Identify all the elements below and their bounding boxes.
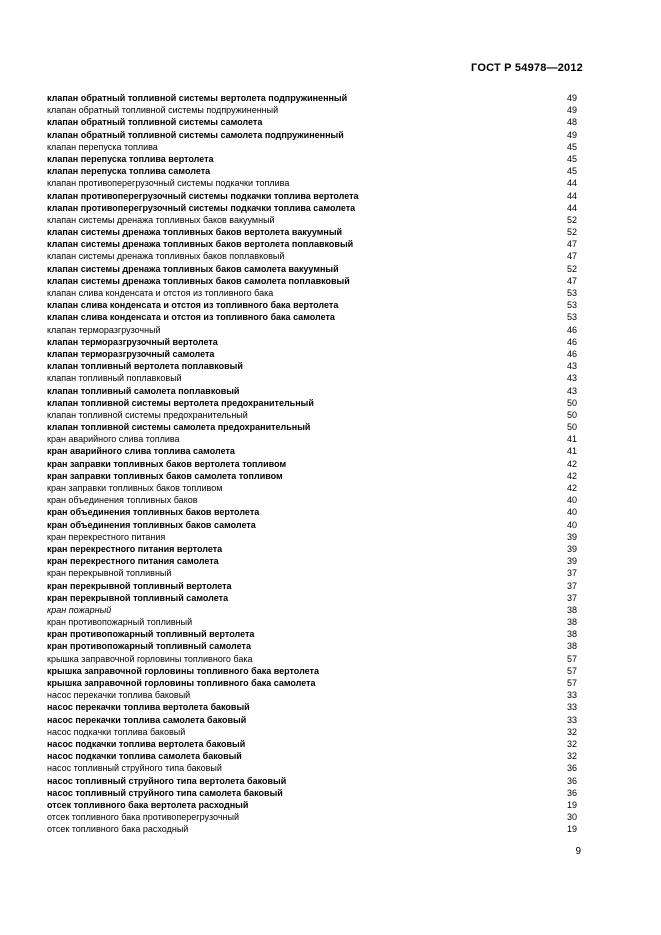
index-term: клапан терморазгрузочный самолета	[47, 348, 215, 359]
index-term: клапан перепуска топлива самолета	[47, 166, 211, 177]
index-term: клапан топливной системы вертолета предохранительный	[47, 397, 314, 408]
index-entry	[47, 567, 577, 579]
index-entry	[47, 445, 577, 457]
index-term: клапан терморазгрузочный вертолета	[47, 336, 218, 347]
index-term: насос подкачки топлива вертолета баковый	[47, 738, 246, 749]
index-term: отсек топливного бака расходный	[47, 824, 189, 835]
index-entry	[47, 701, 577, 713]
index-page-ref: 33	[566, 690, 577, 701]
index-term: кран аварийного слива топлива самолета	[47, 446, 235, 457]
index-entry	[47, 616, 577, 628]
index-term: клапан системы дренажа топливных баков самолета поплавковый	[47, 275, 350, 286]
index-page-ref: 38	[566, 641, 577, 652]
index-entry	[47, 104, 577, 116]
index-entry	[47, 214, 577, 226]
index-page-ref: 52	[566, 227, 577, 238]
index-term: кран объединения топливных баков самолета	[47, 519, 256, 530]
index-entry	[47, 604, 577, 616]
index-entry	[47, 653, 577, 665]
index-term: кран заправки топливных баков самолета топливом	[47, 470, 283, 481]
index-term: отсек топливного бака вертолета расходный	[47, 799, 249, 810]
index-term: клапан топливной системы самолета предохранительный	[47, 422, 311, 433]
index-term: кран перекрестного питания вертолета	[47, 543, 223, 554]
index-term: клапан системы дренажа топливных баков поплавковый	[47, 251, 285, 262]
index-term: клапан перепуска топлива вертолета	[47, 153, 214, 164]
index-page-ref: 46	[566, 348, 577, 359]
index-entry	[47, 190, 577, 202]
index-entry	[47, 397, 577, 409]
index-page-ref: 52	[566, 263, 577, 274]
index-term: клапан противоперегрузочный системы подкачки топлива	[47, 178, 290, 189]
index-page-ref: 42	[566, 458, 577, 469]
index-term: клапан противоперегрузочный системы подкачки топлива самолета	[47, 202, 356, 213]
index-term: клапан обратный топливной системы подпружиненный	[47, 105, 279, 116]
index-entry	[47, 177, 577, 189]
index-entry	[47, 799, 577, 811]
index-term: клапан системы дренажа топливных баков самолета вакуумный	[47, 263, 339, 274]
index-entry	[47, 628, 577, 640]
index-entry	[47, 762, 577, 774]
index-entry	[47, 287, 577, 299]
index-entry	[47, 750, 577, 762]
index-term: кран противопожарный топливный вертолета	[47, 629, 255, 640]
index-term: клапан топливной системы предохранительный	[47, 409, 248, 420]
index-entry	[47, 787, 577, 799]
index-entry	[47, 202, 577, 214]
index-term: насос подкачки топлива самолета баковый	[47, 751, 242, 762]
index-entry	[47, 116, 577, 128]
index-page-ref: 53	[566, 288, 577, 298]
index-entry	[47, 141, 577, 153]
index-page-ref: 40	[566, 507, 577, 518]
index-term: кран перекрывной топливный самолета	[47, 592, 229, 603]
index-page-ref: 33	[566, 714, 577, 725]
index-entry	[47, 129, 577, 141]
index-term: клапан слива конденсата и отстоя из топливного бака вертолета	[47, 300, 339, 311]
index-page-ref: 57	[566, 653, 577, 664]
index-page-ref: 47	[566, 251, 577, 262]
index-term: насос топливный струйного типа вертолета баковый	[47, 775, 287, 786]
index-page-ref: 38	[566, 604, 577, 615]
index-term: кран аварийного слива топлива	[47, 434, 180, 445]
index-term: крышка заправочной горловины топливного бака вертолета	[47, 665, 319, 676]
index-page-ref: 41	[566, 434, 577, 445]
index-entry	[47, 775, 577, 787]
index-page-ref: 38	[566, 617, 577, 628]
alphabetical-index	[47, 92, 577, 835]
index-page-ref: 45	[566, 141, 577, 152]
index-page-ref: 44	[566, 190, 577, 201]
index-term: насос подкачки топлива баковый	[47, 726, 186, 737]
index-page-ref: 33	[566, 702, 577, 713]
index-term: кран противопожарный топливный самолета	[47, 641, 251, 652]
index-page-ref: 41	[566, 446, 577, 457]
index-entry	[47, 531, 577, 543]
index-page-ref: 30	[566, 812, 577, 823]
index-entry	[47, 811, 577, 823]
index-entry	[47, 726, 577, 738]
index-term: крышка заправочной горловины топливного бака самолета	[47, 678, 316, 688]
index-entry	[47, 165, 577, 177]
index-term: клапан системы дренажа топливных баков вакуумный	[47, 214, 275, 225]
index-entry	[47, 409, 577, 421]
index-page-ref: 43	[566, 373, 577, 384]
index-entry	[47, 348, 577, 360]
index-entry	[47, 519, 577, 531]
index-term: клапан системы дренажа топливных баков вертолета поплавковый	[47, 239, 354, 250]
index-entry	[47, 433, 577, 445]
index-entry	[47, 385, 577, 397]
index-entry	[47, 689, 577, 701]
index-entry	[47, 263, 577, 275]
index-entry	[47, 592, 577, 604]
index-term: насос топливный струйного типа самолета баковый	[47, 787, 283, 798]
index-term: кран пожарный	[47, 604, 112, 615]
index-entry	[47, 92, 577, 104]
index-term: кран перекрестного питания	[47, 531, 166, 542]
index-term: клапан топливный вертолета поплавковый	[47, 361, 243, 372]
index-term: насос перекачки топлива баковый	[47, 690, 191, 701]
index-page-ref: 39	[566, 531, 577, 542]
index-term: клапан обратный топливной системы самолета	[47, 117, 263, 128]
index-term: клапан обратный топливной системы самолета подпружиненный	[47, 129, 344, 140]
index-entry	[47, 275, 577, 287]
index-entry	[47, 336, 577, 348]
index-term: кран перекрывной топливный	[47, 568, 172, 579]
index-page-ref: 57	[566, 678, 577, 688]
index-entry	[47, 677, 577, 689]
index-term: клапан слива конденсата и отстоя из топливного бака самолета	[47, 312, 335, 323]
index-term: кран объединения топливных баков вертолета	[47, 507, 260, 518]
index-page-ref: 47	[566, 275, 577, 286]
index-term: клапан терморазгрузочный	[47, 324, 161, 335]
index-entry	[47, 494, 577, 506]
index-term: кран перекрывной топливный вертолета	[47, 580, 232, 591]
index-entry	[47, 738, 577, 750]
index-page-ref: 45	[566, 153, 577, 164]
index-page-ref: 50	[566, 409, 577, 420]
index-page-ref: 46	[566, 336, 577, 347]
index-term: клапан обратный топливной системы вертолета подпружиненный	[47, 93, 348, 103]
index-entry	[47, 250, 577, 262]
index-page-ref: 42	[566, 483, 577, 493]
index-entry	[47, 324, 577, 336]
index-page-ref: 49	[566, 93, 577, 103]
index-page-ref: 32	[566, 751, 577, 762]
index-page-ref: 40	[566, 495, 577, 506]
index-page-ref: 46	[566, 324, 577, 335]
index-term: насос перекачки топлива самолета баковый	[47, 714, 247, 725]
index-page-ref: 52	[566, 214, 577, 225]
page-number: 9	[575, 846, 581, 857]
index-term: клапан топливный самолета поплавковый	[47, 385, 240, 396]
index-entry	[47, 360, 577, 372]
index-term: насос перекачки топлива вертолета баковый	[47, 702, 250, 713]
index-entry	[47, 482, 577, 494]
index-page-ref: 44	[566, 202, 577, 213]
index-term: крышка заправочной горловины топливного бака	[47, 653, 253, 664]
index-term: кран объединения топливных баков	[47, 495, 198, 506]
index-entry	[47, 238, 577, 250]
index-entry	[47, 823, 577, 835]
index-page-ref: 42	[566, 470, 577, 481]
index-term: клапан перепуска топлива	[47, 141, 158, 152]
index-page-ref: 32	[566, 726, 577, 737]
index-page-ref: 49	[566, 105, 577, 116]
index-entry	[47, 372, 577, 384]
index-term: насос топливный струйного типа баковый	[47, 763, 222, 774]
index-page-ref: 40	[566, 519, 577, 530]
index-entry	[47, 640, 577, 652]
page-header: ГОСТ Р 54978—2012	[471, 62, 583, 74]
index-page-ref: 38	[566, 629, 577, 640]
index-page-ref: 43	[566, 361, 577, 372]
index-page-ref: 36	[566, 787, 577, 798]
index-term: клапан слива конденсата и отстоя из топливного бака	[47, 288, 274, 298]
index-term: кран перекрестного питания самолета	[47, 556, 219, 567]
index-page-ref: 48	[566, 117, 577, 128]
index-page-ref: 37	[566, 568, 577, 579]
index-entry	[47, 665, 577, 677]
index-page-ref: 53	[566, 300, 577, 311]
index-term: кран заправки топливных баков топливом	[47, 483, 223, 493]
index-entry	[47, 153, 577, 165]
index-page-ref: 37	[566, 592, 577, 603]
index-page-ref: 19	[566, 799, 577, 810]
index-page-ref: 19	[566, 824, 577, 835]
index-entry	[47, 299, 577, 311]
index-page-ref: 32	[566, 738, 577, 749]
index-term: кран заправки топливных баков вертолета топливом	[47, 458, 287, 469]
index-page-ref: 37	[566, 580, 577, 591]
index-page-ref: 39	[566, 543, 577, 554]
index-page-ref: 39	[566, 556, 577, 567]
index-page-ref: 47	[566, 239, 577, 250]
index-page-ref: 57	[566, 665, 577, 676]
index-term: кран противопожарный топливный	[47, 617, 193, 628]
index-page-ref: 36	[566, 763, 577, 774]
index-term: клапан системы дренажа топливных баков вертолета вакуумный	[47, 227, 343, 238]
index-term: клапан топливный поплавковый	[47, 373, 182, 384]
index-entry	[47, 555, 577, 567]
index-page-ref: 43	[566, 385, 577, 396]
index-page-ref: 53	[566, 312, 577, 323]
index-page-ref: 45	[566, 166, 577, 177]
index-entry	[47, 714, 577, 726]
index-entry	[47, 543, 577, 555]
index-term: отсек топливного бака противоперегрузочный	[47, 812, 239, 823]
index-page-ref: 44	[566, 178, 577, 189]
index-entry	[47, 226, 577, 238]
index-page-ref: 36	[566, 775, 577, 786]
index-entry	[47, 458, 577, 470]
index-entry	[47, 311, 577, 323]
index-entry	[47, 506, 577, 518]
index-entry	[47, 470, 577, 482]
index-page-ref: 50	[566, 422, 577, 433]
index-page-ref: 50	[566, 397, 577, 408]
index-term: клапан противоперегрузочный системы подкачки топлива вертолета	[47, 190, 359, 201]
index-page-ref: 49	[566, 129, 577, 140]
index-entry	[47, 580, 577, 592]
index-entry	[47, 421, 577, 433]
